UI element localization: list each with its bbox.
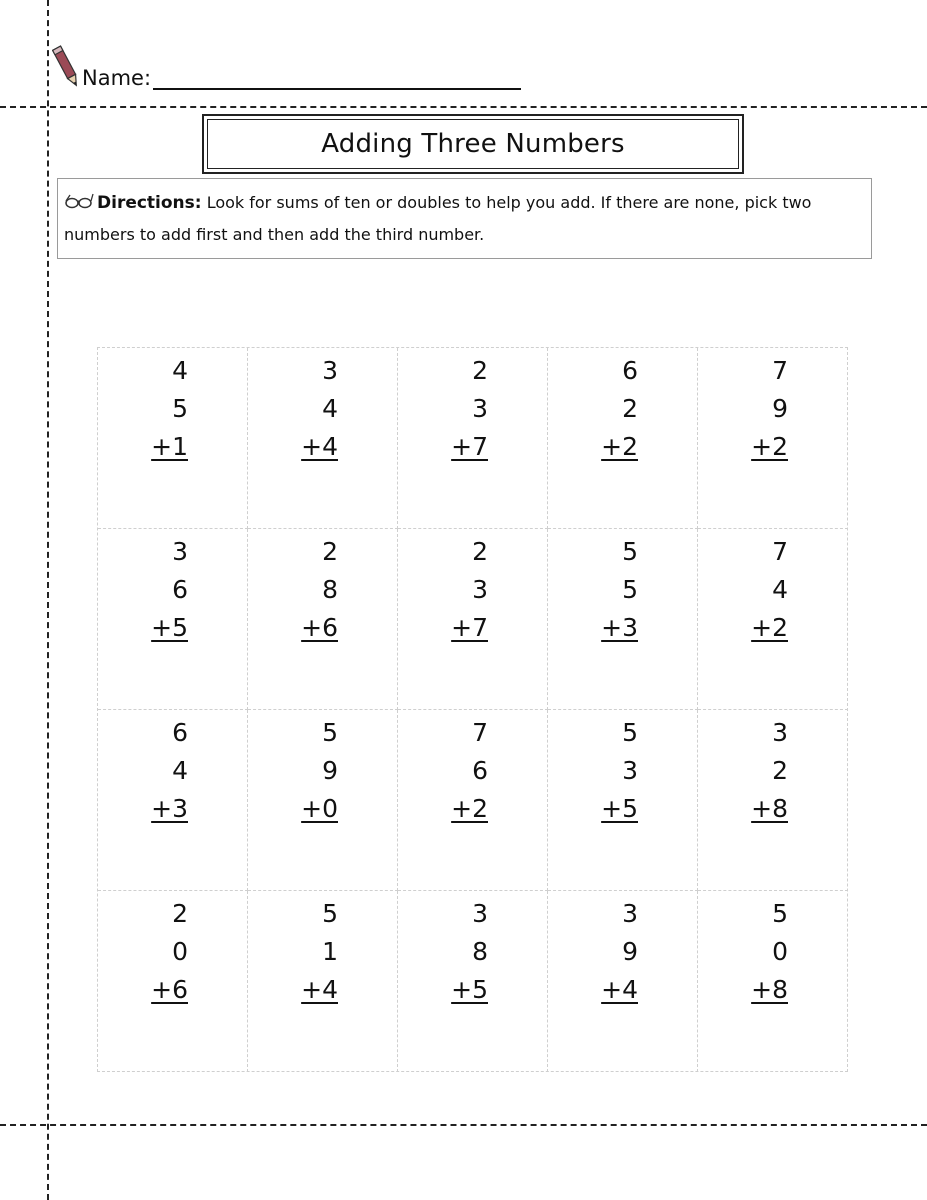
addend-2: 0	[772, 937, 788, 966]
addend-1: 2	[172, 899, 188, 928]
addend-1: 3	[622, 899, 638, 928]
addend-1: 3	[322, 356, 338, 385]
addend-1: 6	[172, 718, 188, 747]
addend-2: 9	[772, 394, 788, 423]
addend-2: 9	[322, 756, 338, 785]
problem-cell	[98, 529, 248, 710]
addend-1: 7	[772, 356, 788, 385]
addend-3: +7	[451, 432, 488, 461]
addend-1: 5	[622, 537, 638, 566]
addend-3: +1	[151, 432, 188, 461]
problem-cell	[248, 348, 398, 529]
addend-1: 4	[172, 356, 188, 385]
addend-3: +5	[601, 794, 638, 823]
problem-cell	[698, 891, 848, 1072]
addend-3: +6	[151, 975, 188, 1004]
addend-1: 3	[472, 899, 488, 928]
problem-cell	[98, 348, 248, 529]
addend-2: 5	[172, 394, 188, 423]
addend-2: 4	[772, 575, 788, 604]
glasses-icon	[64, 193, 94, 209]
addend-1: 7	[472, 718, 488, 747]
problem-cell	[398, 348, 548, 529]
directions-box	[57, 178, 872, 259]
addend-2: 0	[172, 937, 188, 966]
directions-label: Directions:	[97, 193, 202, 213]
problem-cell	[698, 348, 848, 529]
addend-3: +0	[301, 794, 338, 823]
problem-cell	[98, 710, 248, 891]
problem-cell	[548, 529, 698, 710]
problem-cell	[248, 891, 398, 1072]
worksheet-title: Adding Three Numbers	[207, 119, 739, 169]
addend-2: 1	[322, 937, 338, 966]
bottom-cut-line	[0, 1124, 927, 1126]
addend-3: +8	[751, 794, 788, 823]
addend-2: 2	[772, 756, 788, 785]
addend-3: +4	[601, 975, 638, 1004]
directions-text: Look for sums of ten or doubles to help you add. If there are none, pick two numbers to add first and then add the third number.	[64, 193, 812, 244]
addend-3: +4	[301, 432, 338, 461]
addend-2: 9	[622, 937, 638, 966]
addend-2: 8	[322, 575, 338, 604]
problem-cell	[698, 710, 848, 891]
addend-1: 2	[322, 537, 338, 566]
addend-1: 6	[622, 356, 638, 385]
addend-1: 7	[772, 537, 788, 566]
addend-3: +2	[751, 613, 788, 642]
addend-2: 4	[322, 394, 338, 423]
addend-3: +6	[301, 613, 338, 642]
addend-2: 4	[172, 756, 188, 785]
addend-1: 2	[472, 537, 488, 566]
addend-3: +8	[751, 975, 788, 1004]
problem-cell	[548, 891, 698, 1072]
addend-3: +3	[151, 794, 188, 823]
problem-cell	[248, 710, 398, 891]
addend-2: 5	[622, 575, 638, 604]
addend-2: 3	[472, 575, 488, 604]
addend-3: +5	[151, 613, 188, 642]
addend-1: 2	[472, 356, 488, 385]
problem-cell	[548, 710, 698, 891]
addend-2: 3	[622, 756, 638, 785]
addend-1: 5	[622, 718, 638, 747]
addend-2: 6	[472, 756, 488, 785]
addend-1: 3	[172, 537, 188, 566]
left-margin-line	[47, 0, 49, 1200]
name-field[interactable]	[82, 66, 521, 90]
addend-3: +2	[751, 432, 788, 461]
problem-cell	[698, 529, 848, 710]
problem-cell	[548, 348, 698, 529]
addend-3: +4	[301, 975, 338, 1004]
addend-2: 6	[172, 575, 188, 604]
addend-2: 8	[472, 937, 488, 966]
addend-1: 3	[772, 718, 788, 747]
addend-3: +2	[451, 794, 488, 823]
addend-3: +7	[451, 613, 488, 642]
problem-cell	[398, 529, 548, 710]
problem-cell	[98, 891, 248, 1072]
addend-3: +2	[601, 432, 638, 461]
top-cut-line	[0, 106, 927, 108]
addend-1: 5	[322, 899, 338, 928]
title-box	[202, 114, 744, 174]
problems-grid	[97, 347, 848, 1072]
addend-2: 3	[472, 394, 488, 423]
addend-3: +5	[451, 975, 488, 1004]
addend-1: 5	[772, 899, 788, 928]
problem-cell	[248, 529, 398, 710]
addend-3: +3	[601, 613, 638, 642]
problem-cell	[398, 710, 548, 891]
addend-2: 2	[622, 394, 638, 423]
name-label: Name:	[82, 66, 152, 90]
addend-1: 5	[322, 718, 338, 747]
name-blank-line[interactable]	[153, 66, 521, 90]
pencil-icon	[52, 42, 80, 92]
problem-cell	[398, 891, 548, 1072]
